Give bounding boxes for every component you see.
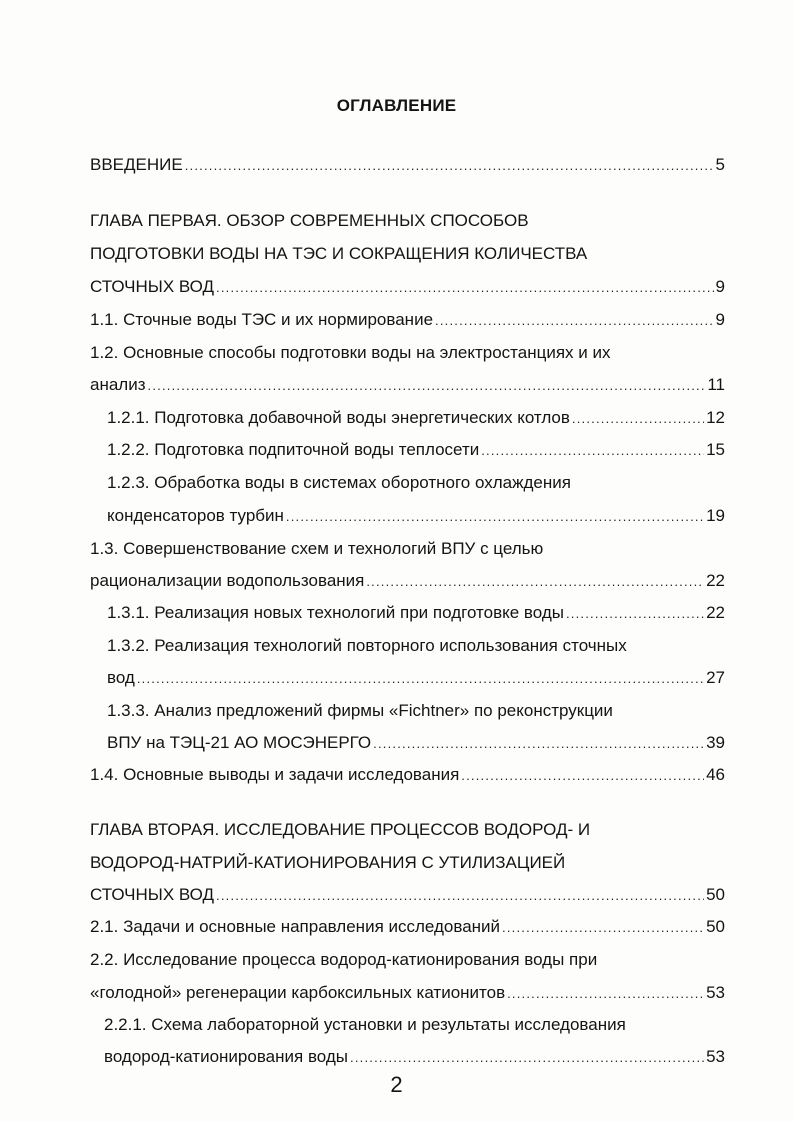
toc-chapter-1-line-3 xyxy=(90,275,725,299)
toc-entry-2-2-line-2 xyxy=(90,981,725,1005)
toc-entry-1-1 xyxy=(90,308,725,332)
toc-entry-1-3-3-line-2 xyxy=(107,731,725,755)
toc-page-number: 39 xyxy=(706,733,725,752)
toc-entry-1-3-line-1: 1.3. Совершенствование схем и технологий ВПУ с целью xyxy=(90,539,544,558)
toc-chapter-2-line-3 xyxy=(90,883,725,907)
toc-chapter-1-line-2: ПОДГОТОВКИ ВОДЫ НА ТЭС И СОКРАЩЕНИЯ КОЛИЧЕСТВА xyxy=(90,244,588,263)
toc-leader-dots xyxy=(373,732,704,756)
toc-leader-dots xyxy=(216,276,713,300)
toc-entry-2-2-1-line-1: 2.2.1. Схема лабораторной установки и результаты исследования xyxy=(104,1015,626,1034)
toc-entry-2-1 xyxy=(90,915,725,939)
toc-entry-1-2-line-2 xyxy=(90,373,725,397)
toc-page-number: 53 xyxy=(706,1047,725,1066)
toc-entry-text: СТОЧНЫХ ВОД xyxy=(90,885,215,904)
toc-chapter-2-line-2: ВОДОРОД-НАТРИЙ-КАТИОНИРОВАНИЯ С УТИЛИЗАЦИЕЙ xyxy=(90,853,566,872)
toc-leader-dots xyxy=(350,1046,704,1070)
toc-entry-text: рационализации водопользования xyxy=(90,571,365,590)
toc-entry-text: 1.2.1. Подготовка добавочной воды энергетических котлов xyxy=(107,408,570,427)
toc-heading: ОГЛАВЛЕНИЕ xyxy=(336,96,457,115)
toc-entry-1-2-3-line-1: 1.2.3. Обработка воды в системах оборотного охлаждения xyxy=(107,473,571,492)
toc-chapter-2-line-1: ГЛАВА ВТОРАЯ. ИССЛЕДОВАНИЕ ПРОЦЕССОВ ВОДОРОД- И xyxy=(90,820,591,839)
toc-entry-2-2-line-1: 2.2. Исследование процесса водород-катионирования воды при xyxy=(90,950,598,969)
toc-leader-dots xyxy=(216,884,704,908)
toc-entry-text: анализ xyxy=(90,375,146,394)
toc-entry-text: 1.3.1. Реализация новых технологий при подготовке воды xyxy=(107,603,564,622)
toc-entry-text: 1.1. Сточные воды ТЭС и их нормирование xyxy=(90,310,434,329)
toc-leader-dots xyxy=(481,439,704,463)
toc-leader-dots xyxy=(502,916,704,940)
toc-page-number: 50 xyxy=(706,917,725,936)
toc-entry-intro xyxy=(90,153,725,177)
toc-entry-1-3-2-line-2 xyxy=(107,666,725,690)
toc-entry-1-3-1 xyxy=(107,601,725,625)
toc-entry-text: 1.2.2. Подготовка подпиточной воды теплосети xyxy=(107,440,480,459)
toc-entry-1-2-3-line-2 xyxy=(107,504,725,528)
toc-leader-dots xyxy=(286,505,704,529)
toc-entry-1-3-3-line-1: 1.3.3. Анализ предложений фирмы «Fichtner» по реконструкции xyxy=(107,701,613,720)
toc-entry-text: ВПУ на ТЭЦ-21 АО МОСЭНЕРГО xyxy=(107,733,372,752)
toc-entry-1-2-1 xyxy=(107,406,725,430)
toc-leader-dots xyxy=(137,667,704,691)
toc-page-number: 22 xyxy=(706,571,725,590)
toc-page-number: 9 xyxy=(715,277,725,296)
toc-leader-dots xyxy=(148,374,706,398)
toc-page-number: 22 xyxy=(706,603,725,622)
toc-entry-1-2-2 xyxy=(107,438,725,462)
toc-leader-dots xyxy=(185,154,714,178)
toc-entry-text: водород-катионирования воды xyxy=(104,1047,349,1066)
toc-leader-dots xyxy=(461,764,704,788)
toc-leader-dots xyxy=(572,407,704,431)
toc-leader-dots xyxy=(366,570,704,594)
toc-entry-text: СТОЧНЫХ ВОД xyxy=(90,277,215,296)
toc-page-number: 27 xyxy=(706,668,725,687)
toc-entry-1-2-line-1: 1.2. Основные способы подготовки воды на электростанциях и их xyxy=(90,343,611,362)
toc-chapter-1-line-1: ГЛАВА ПЕРВАЯ. ОБЗОР СОВРЕМЕННЫХ СПОСОБОВ xyxy=(90,211,529,230)
toc-page-number: 5 xyxy=(715,155,725,174)
toc-entry-text: 2.1. Задачи и основные направления исследований xyxy=(90,917,501,936)
toc-entry-1-3-line-2 xyxy=(90,569,725,593)
toc-page-number: 12 xyxy=(706,408,725,427)
toc-entry-text: «голодной» регенерации карбоксильных катионитов xyxy=(90,983,506,1002)
toc-page-number: 50 xyxy=(706,885,725,904)
toc-entry-text: вод xyxy=(107,668,135,687)
toc-page-number: 53 xyxy=(706,983,725,1002)
toc-entry-text: ВВЕДЕНИЕ xyxy=(90,155,183,174)
toc-page-number: 19 xyxy=(706,506,725,525)
page-number: 2 xyxy=(390,1072,403,1097)
toc-leader-dots xyxy=(566,602,704,626)
toc-leader-dots xyxy=(435,309,714,333)
toc-entry-1-3-2-line-1: 1.3.2. Реализация технологий повторного использования сточных xyxy=(107,636,627,655)
toc-page-number: 46 xyxy=(706,765,725,784)
toc-entry-2-2-1-line-2 xyxy=(104,1045,725,1069)
toc-page-number: 15 xyxy=(706,440,725,459)
toc-entry-1-4 xyxy=(90,763,725,787)
toc-entry-text: 1.4. Основные выводы и задачи исследования xyxy=(90,765,460,784)
toc-page-number: 9 xyxy=(715,310,725,329)
toc-entry-text: конденсаторов турбин xyxy=(107,506,284,525)
toc-page-number: 11 xyxy=(707,375,725,394)
toc-leader-dots xyxy=(507,982,704,1006)
